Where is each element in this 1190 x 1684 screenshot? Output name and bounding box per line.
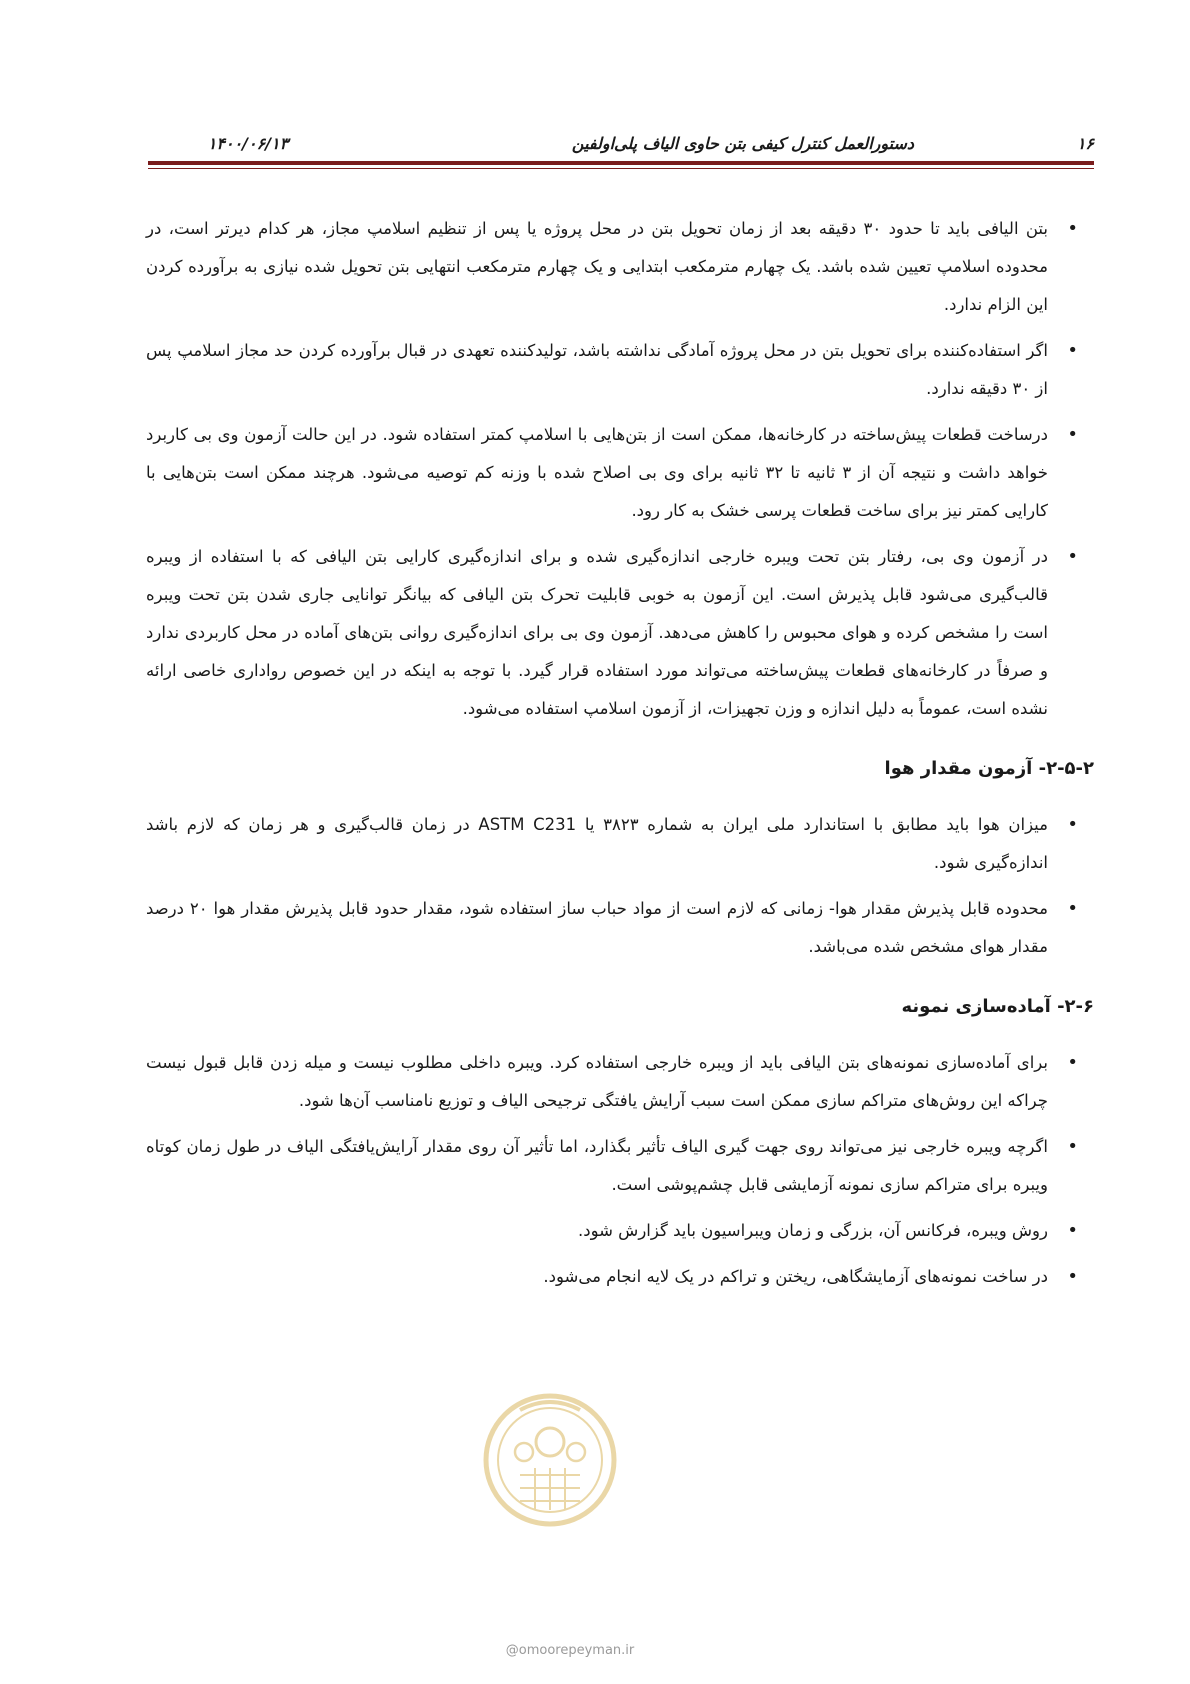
document-date: ۱۴۰۰/۰۶/۱۳	[207, 133, 289, 153]
document-title: دستورالعمل کنترل کیفی بتن حاوی الیاف پلی‌اولفین	[571, 133, 914, 153]
list-item: • در آزمون وی بی، رفتار بتن تحت ویبره خارجی اندازه‌گیری شده و برای اندازه‌گیری کارایی بتن الیافی که با استفاده از ویبره قالب‌گیری می‌شود قابل پذیرش است. این آزمون به خوبی قابلیت تحرک بتن الیافی که بیانگر توانایی جاری شدن بتن تحت ویبره است را مشخص کرده و هوای محبوس را کاهش می‌دهد. آزمون وی بی برای اندازه‌گیری روانی بتن‌های آماده در محل کاربردی ندارد و صرفاً در کارخانه‌های قطعات پیش‌ساخته می‌تواند مورد استفاده قرار گیرد. با توجه به اینکه در این خصوص رواداری خاصی ارائه نشده است، عموماً به دلیل اندازه و وزن تجهیزات، از آزمون اسلامپ استفاده می‌شود.	[146, 538, 1094, 728]
website-watermark: @omoorepeyman.ir	[505, 1643, 635, 1658]
page-content	[146, 210, 1094, 1304]
prep-short-bullet-list	[146, 1212, 1094, 1296]
page-number: ۱۶	[1076, 133, 1094, 153]
list-item: • اگر استفاده‌کننده برای تحویل بتن در محل پروژه آمادگی نداشته باشد، تولیدکننده تعهدی در قبال برآورده کردن حد مجاز اسلامپ پس از ۳۰ دقیقه ندارد.	[146, 332, 1094, 408]
section-heading-air-content: ۲-۵-۲- آزمون مقدار هوا	[884, 758, 1094, 779]
list-item: • بتن الیافی باید تا حدود ۳۰ دقیقه بعد از زمان تحویل بتن در محل پروژه یا پس از تنظیم اسلامپ مجاز، هر کدام دیرتر است، در محدوده اسلامپ تعیین شده باشد. یک چهارم مترمکعب ابتدایی و یک چهارم مترمکعب انتهایی بتن تحویل شده نیازی به برآورده کردن این الزام ندارد.	[146, 210, 1094, 324]
header-rule-thick	[148, 161, 1094, 165]
section-heading-specimen-prep: ۲-۶- آماده‌سازی نمونه	[901, 996, 1094, 1017]
list-item: • میزان هوا باید مطابق با استاندارد ملی ایران به شماره ۳۸۲۳ یا ASTM C231 در زمان قالب‌گیری و هر زمان که لازم باشد اندازه‌گیری شود.	[146, 806, 1094, 882]
prep-bullet-list	[146, 1044, 1094, 1204]
intro-bullet-list	[146, 210, 1094, 728]
list-item: • روش ویبره، فرکانس آن، بزرگی و زمان ویبراسیون باید گزارش شود.	[146, 1212, 1094, 1250]
list-item: • محدوده قابل پذیرش مقدار هوا- زمانی که لازم است از مواد حباب ساز استفاده شود، مقدار حدود قابل پذیرش مقدار هوا ۲۰ درصد مقدار هوای مشخص شده می‌باشد.	[146, 890, 1094, 966]
list-item: • اگرچه ویبره خارجی نیز می‌تواند روی جهت گیری الیاف تأثیر بگذارد، اما تأثیر آن روی مقدار آرایش‌یافتگی الیاف در طول زمان کوتاه ویبره برای متراکم سازی نمونه آزمایشی قابل چشم‌پوشی است.	[146, 1128, 1094, 1204]
list-item: • در ساخت نمونه‌های آزمایشگاهی، ریختن و تراکم در یک لایه انجام می‌شود.	[146, 1258, 1094, 1296]
organization-seal-icon	[480, 1380, 620, 1540]
page-header	[148, 128, 1094, 158]
header-rule-thin	[148, 168, 1094, 169]
list-item: • برای آماده‌سازی نمونه‌های بتن الیافی باید از ویبره خارجی استفاده کرد. ویبره داخلی مطلوب نیست و میله زدن قابل قبول نیست چراکه این روش‌های متراکم سازی ممکن است سبب آرایش یافتگی ترجیحی الیاف و توزیع نامناسب آن‌ها شود.	[146, 1044, 1094, 1120]
air-bullet-list	[146, 806, 1094, 966]
list-item: • درساخت قطعات پیش‌ساخته در کارخانه‌ها، ممکن است از بتن‌هایی با اسلامپ کمتر استفاده شود. در این حالت آزمون وی بی کاربرد خواهد داشت و نتیجه آن از ۳ ثانیه تا ۳۲ ثانیه برای وی بی اصلاح شده با وزنه کم توصیه می‌شود. هرچند ممکن است بتن‌هایی با کارایی کمتر نیز برای ساخت قطعات پرسی خشک به کار رود.	[146, 416, 1094, 530]
